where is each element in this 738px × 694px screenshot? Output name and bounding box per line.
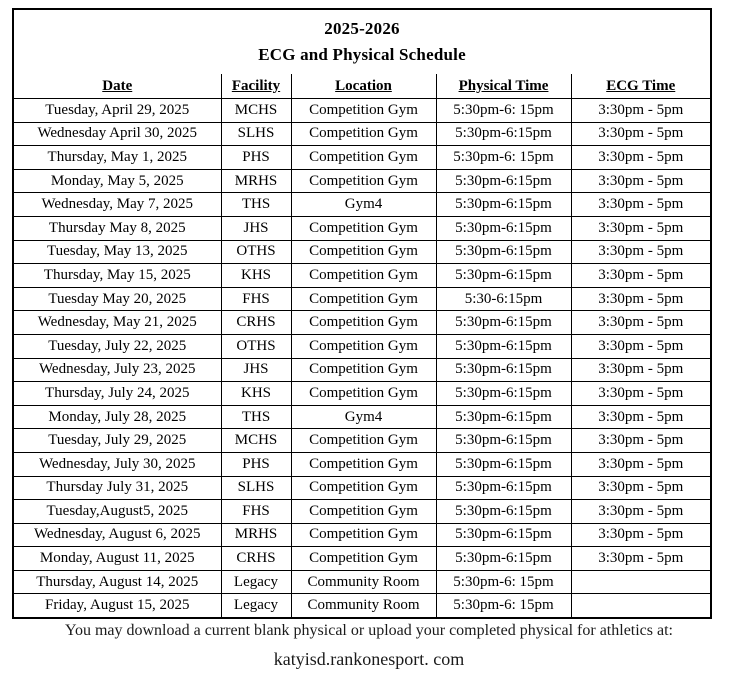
cell-facility: MCHS — [221, 99, 291, 123]
footer-instruction: You may download a current blank physical or upload your completed physical for athletics at: — [65, 622, 673, 639]
cell-ecg-time: 3:30pm - 5pm — [571, 405, 710, 429]
cell-facility: CRHS — [221, 311, 291, 335]
cell-facility: KHS — [221, 264, 291, 288]
cell-physical-time: 5:30pm-6:15pm — [436, 523, 571, 547]
cell-facility: FHS — [221, 500, 291, 524]
table-row — [14, 146, 710, 170]
cell-ecg-time: 3:30pm - 5pm — [571, 358, 710, 382]
cell-ecg-time — [571, 570, 710, 594]
cell-date: Tuesday,August5, 2025 — [14, 500, 221, 524]
cell-date: Thursday, July 24, 2025 — [14, 382, 221, 406]
cell-physical-time: 5:30pm-6:15pm — [436, 216, 571, 240]
cell-physical-time: 5:30pm-6:15pm — [436, 193, 571, 217]
schedule-table — [14, 74, 710, 617]
cell-ecg-time: 3:30pm - 5pm — [571, 264, 710, 288]
cell-physical-time: 5:30pm-6:15pm — [436, 358, 571, 382]
table-row — [14, 99, 710, 123]
column-header-physical-time: Physical Time — [436, 74, 571, 99]
cell-date: Tuesday, July 22, 2025 — [14, 334, 221, 358]
cell-facility: JHS — [221, 358, 291, 382]
cell-ecg-time — [571, 594, 710, 617]
cell-date: Friday, August 15, 2025 — [14, 594, 221, 617]
cell-ecg-time: 3:30pm - 5pm — [571, 240, 710, 264]
cell-ecg-time: 3:30pm - 5pm — [571, 382, 710, 406]
cell-physical-time: 5:30pm-6:15pm — [436, 240, 571, 264]
cell-location: Community Room — [291, 594, 436, 617]
cell-date: Wednesday, August 6, 2025 — [14, 523, 221, 547]
column-header-facility: Facility — [221, 74, 291, 99]
cell-facility: THS — [221, 193, 291, 217]
table-header — [14, 74, 710, 99]
cell-physical-time: 5:30pm-6: 15pm — [436, 99, 571, 123]
table-row — [14, 169, 710, 193]
cell-ecg-time: 3:30pm - 5pm — [571, 429, 710, 453]
cell-date: Tuesday, April 29, 2025 — [14, 99, 221, 123]
cell-date: Tuesday May 20, 2025 — [14, 287, 221, 311]
cell-physical-time: 5:30pm-6:15pm — [436, 264, 571, 288]
cell-location: Competition Gym — [291, 240, 436, 264]
cell-date: Monday, May 5, 2025 — [14, 169, 221, 193]
cell-physical-time: 5:30pm-6:15pm — [436, 169, 571, 193]
table-row — [14, 405, 710, 429]
cell-physical-time: 5:30pm-6:15pm — [436, 405, 571, 429]
cell-location: Community Room — [291, 570, 436, 594]
table-row — [14, 193, 710, 217]
cell-ecg-time: 3:30pm - 5pm — [571, 311, 710, 335]
cell-facility: OTHS — [221, 240, 291, 264]
table-row — [14, 523, 710, 547]
cell-facility: OTHS — [221, 334, 291, 358]
cell-physical-time: 5:30pm-6:15pm — [436, 429, 571, 453]
cell-physical-time: 5:30pm-6: 15pm — [436, 570, 571, 594]
cell-facility: KHS — [221, 382, 291, 406]
document-title-block — [14, 10, 710, 74]
cell-physical-time: 5:30pm-6:15pm — [436, 311, 571, 335]
table-row — [14, 594, 710, 617]
table-row — [14, 476, 710, 500]
cell-ecg-time: 3:30pm - 5pm — [571, 146, 710, 170]
cell-date: Tuesday, July 29, 2025 — [14, 429, 221, 453]
table-row — [14, 240, 710, 264]
cell-ecg-time: 3:30pm - 5pm — [571, 523, 710, 547]
cell-location: Competition Gym — [291, 122, 436, 146]
cell-ecg-time: 3:30pm - 5pm — [571, 500, 710, 524]
cell-date: Monday, July 28, 2025 — [14, 405, 221, 429]
cell-facility: MRHS — [221, 169, 291, 193]
table-row — [14, 429, 710, 453]
cell-physical-time: 5:30pm-6: 15pm — [436, 146, 571, 170]
cell-location: Competition Gym — [291, 264, 436, 288]
cell-ecg-time: 3:30pm - 5pm — [571, 216, 710, 240]
cell-facility: JHS — [221, 216, 291, 240]
cell-facility: THS — [221, 405, 291, 429]
cell-ecg-time: 3:30pm - 5pm — [571, 99, 710, 123]
cell-date: Wednesday, May 21, 2025 — [14, 311, 221, 335]
cell-physical-time: 5:30pm-6:15pm — [436, 122, 571, 146]
cell-location: Competition Gym — [291, 429, 436, 453]
cell-ecg-time: 3:30pm - 5pm — [571, 193, 710, 217]
cell-facility: SLHS — [221, 122, 291, 146]
table-row — [14, 122, 710, 146]
cell-location: Competition Gym — [291, 523, 436, 547]
cell-date: Thursday, May 1, 2025 — [14, 146, 221, 170]
table-row — [14, 264, 710, 288]
cell-location: Gym4 — [291, 193, 436, 217]
cell-date: Thursday July 31, 2025 — [14, 476, 221, 500]
cell-ecg-time: 3:30pm - 5pm — [571, 452, 710, 476]
cell-physical-time: 5:30pm-6:15pm — [436, 547, 571, 571]
cell-date: Thursday, May 15, 2025 — [14, 264, 221, 288]
cell-location: Competition Gym — [291, 216, 436, 240]
cell-physical-time: 5:30pm-6:15pm — [436, 382, 571, 406]
cell-date: Thursday, August 14, 2025 — [14, 570, 221, 594]
cell-location: Competition Gym — [291, 500, 436, 524]
cell-date: Wednesday, July 30, 2025 — [14, 452, 221, 476]
cell-ecg-time: 3:30pm - 5pm — [571, 122, 710, 146]
cell-location: Competition Gym — [291, 146, 436, 170]
cell-physical-time: 5:30pm-6:15pm — [436, 500, 571, 524]
cell-location: Competition Gym — [291, 452, 436, 476]
table-row — [14, 216, 710, 240]
cell-date: Thursday May 8, 2025 — [14, 216, 221, 240]
cell-location: Competition Gym — [291, 358, 436, 382]
column-header-date: Date — [14, 74, 221, 99]
cell-physical-time: 5:30pm-6: 15pm — [436, 594, 571, 617]
cell-ecg-time: 3:30pm - 5pm — [571, 334, 710, 358]
cell-ecg-time: 3:30pm - 5pm — [571, 547, 710, 571]
cell-facility: FHS — [221, 287, 291, 311]
cell-location: Gym4 — [291, 405, 436, 429]
cell-physical-time: 5:30pm-6:15pm — [436, 476, 571, 500]
cell-facility: MRHS — [221, 523, 291, 547]
cell-date: Wednesday April 30, 2025 — [14, 122, 221, 146]
title-year: 2025-2026 — [324, 19, 400, 38]
cell-date: Wednesday, May 7, 2025 — [14, 193, 221, 217]
table-row — [14, 570, 710, 594]
cell-date: Tuesday, May 13, 2025 — [14, 240, 221, 264]
cell-ecg-time: 3:30pm - 5pm — [571, 169, 710, 193]
cell-location: Competition Gym — [291, 547, 436, 571]
schedule-sheet — [12, 8, 712, 619]
cell-facility: Legacy — [221, 594, 291, 617]
cell-facility: MCHS — [221, 429, 291, 453]
table-row — [14, 311, 710, 335]
cell-location: Competition Gym — [291, 287, 436, 311]
table-row — [14, 500, 710, 524]
cell-physical-time: 5:30-6:15pm — [436, 287, 571, 311]
table-header-row — [14, 74, 710, 99]
cell-facility: PHS — [221, 146, 291, 170]
cell-facility: PHS — [221, 452, 291, 476]
table-row — [14, 547, 710, 571]
column-header-ecg-time: ECG Time — [571, 74, 710, 99]
table-row — [14, 452, 710, 476]
cell-location: Competition Gym — [291, 334, 436, 358]
cell-facility: Legacy — [221, 570, 291, 594]
cell-physical-time: 5:30pm-6:15pm — [436, 452, 571, 476]
table-row — [14, 334, 710, 358]
column-header-location: Location — [291, 74, 436, 99]
footer-note — [0, 618, 738, 674]
cell-ecg-time: 3:30pm - 5pm — [571, 287, 710, 311]
cell-location: Competition Gym — [291, 311, 436, 335]
cell-location: Competition Gym — [291, 99, 436, 123]
cell-date: Monday, August 11, 2025 — [14, 547, 221, 571]
table-row — [14, 358, 710, 382]
cell-ecg-time: 3:30pm - 5pm — [571, 476, 710, 500]
cell-location: Competition Gym — [291, 169, 436, 193]
table-row — [14, 382, 710, 406]
table-body — [14, 99, 710, 618]
page-title: ECG and Physical Schedule — [258, 45, 466, 64]
cell-date: Wednesday, July 23, 2025 — [14, 358, 221, 382]
cell-location: Competition Gym — [291, 382, 436, 406]
cell-facility: CRHS — [221, 547, 291, 571]
cell-location: Competition Gym — [291, 476, 436, 500]
footer-website: katyisd.rankonesport. com — [273, 649, 465, 669]
cell-facility: SLHS — [221, 476, 291, 500]
cell-physical-time: 5:30pm-6:15pm — [436, 334, 571, 358]
table-row — [14, 287, 710, 311]
